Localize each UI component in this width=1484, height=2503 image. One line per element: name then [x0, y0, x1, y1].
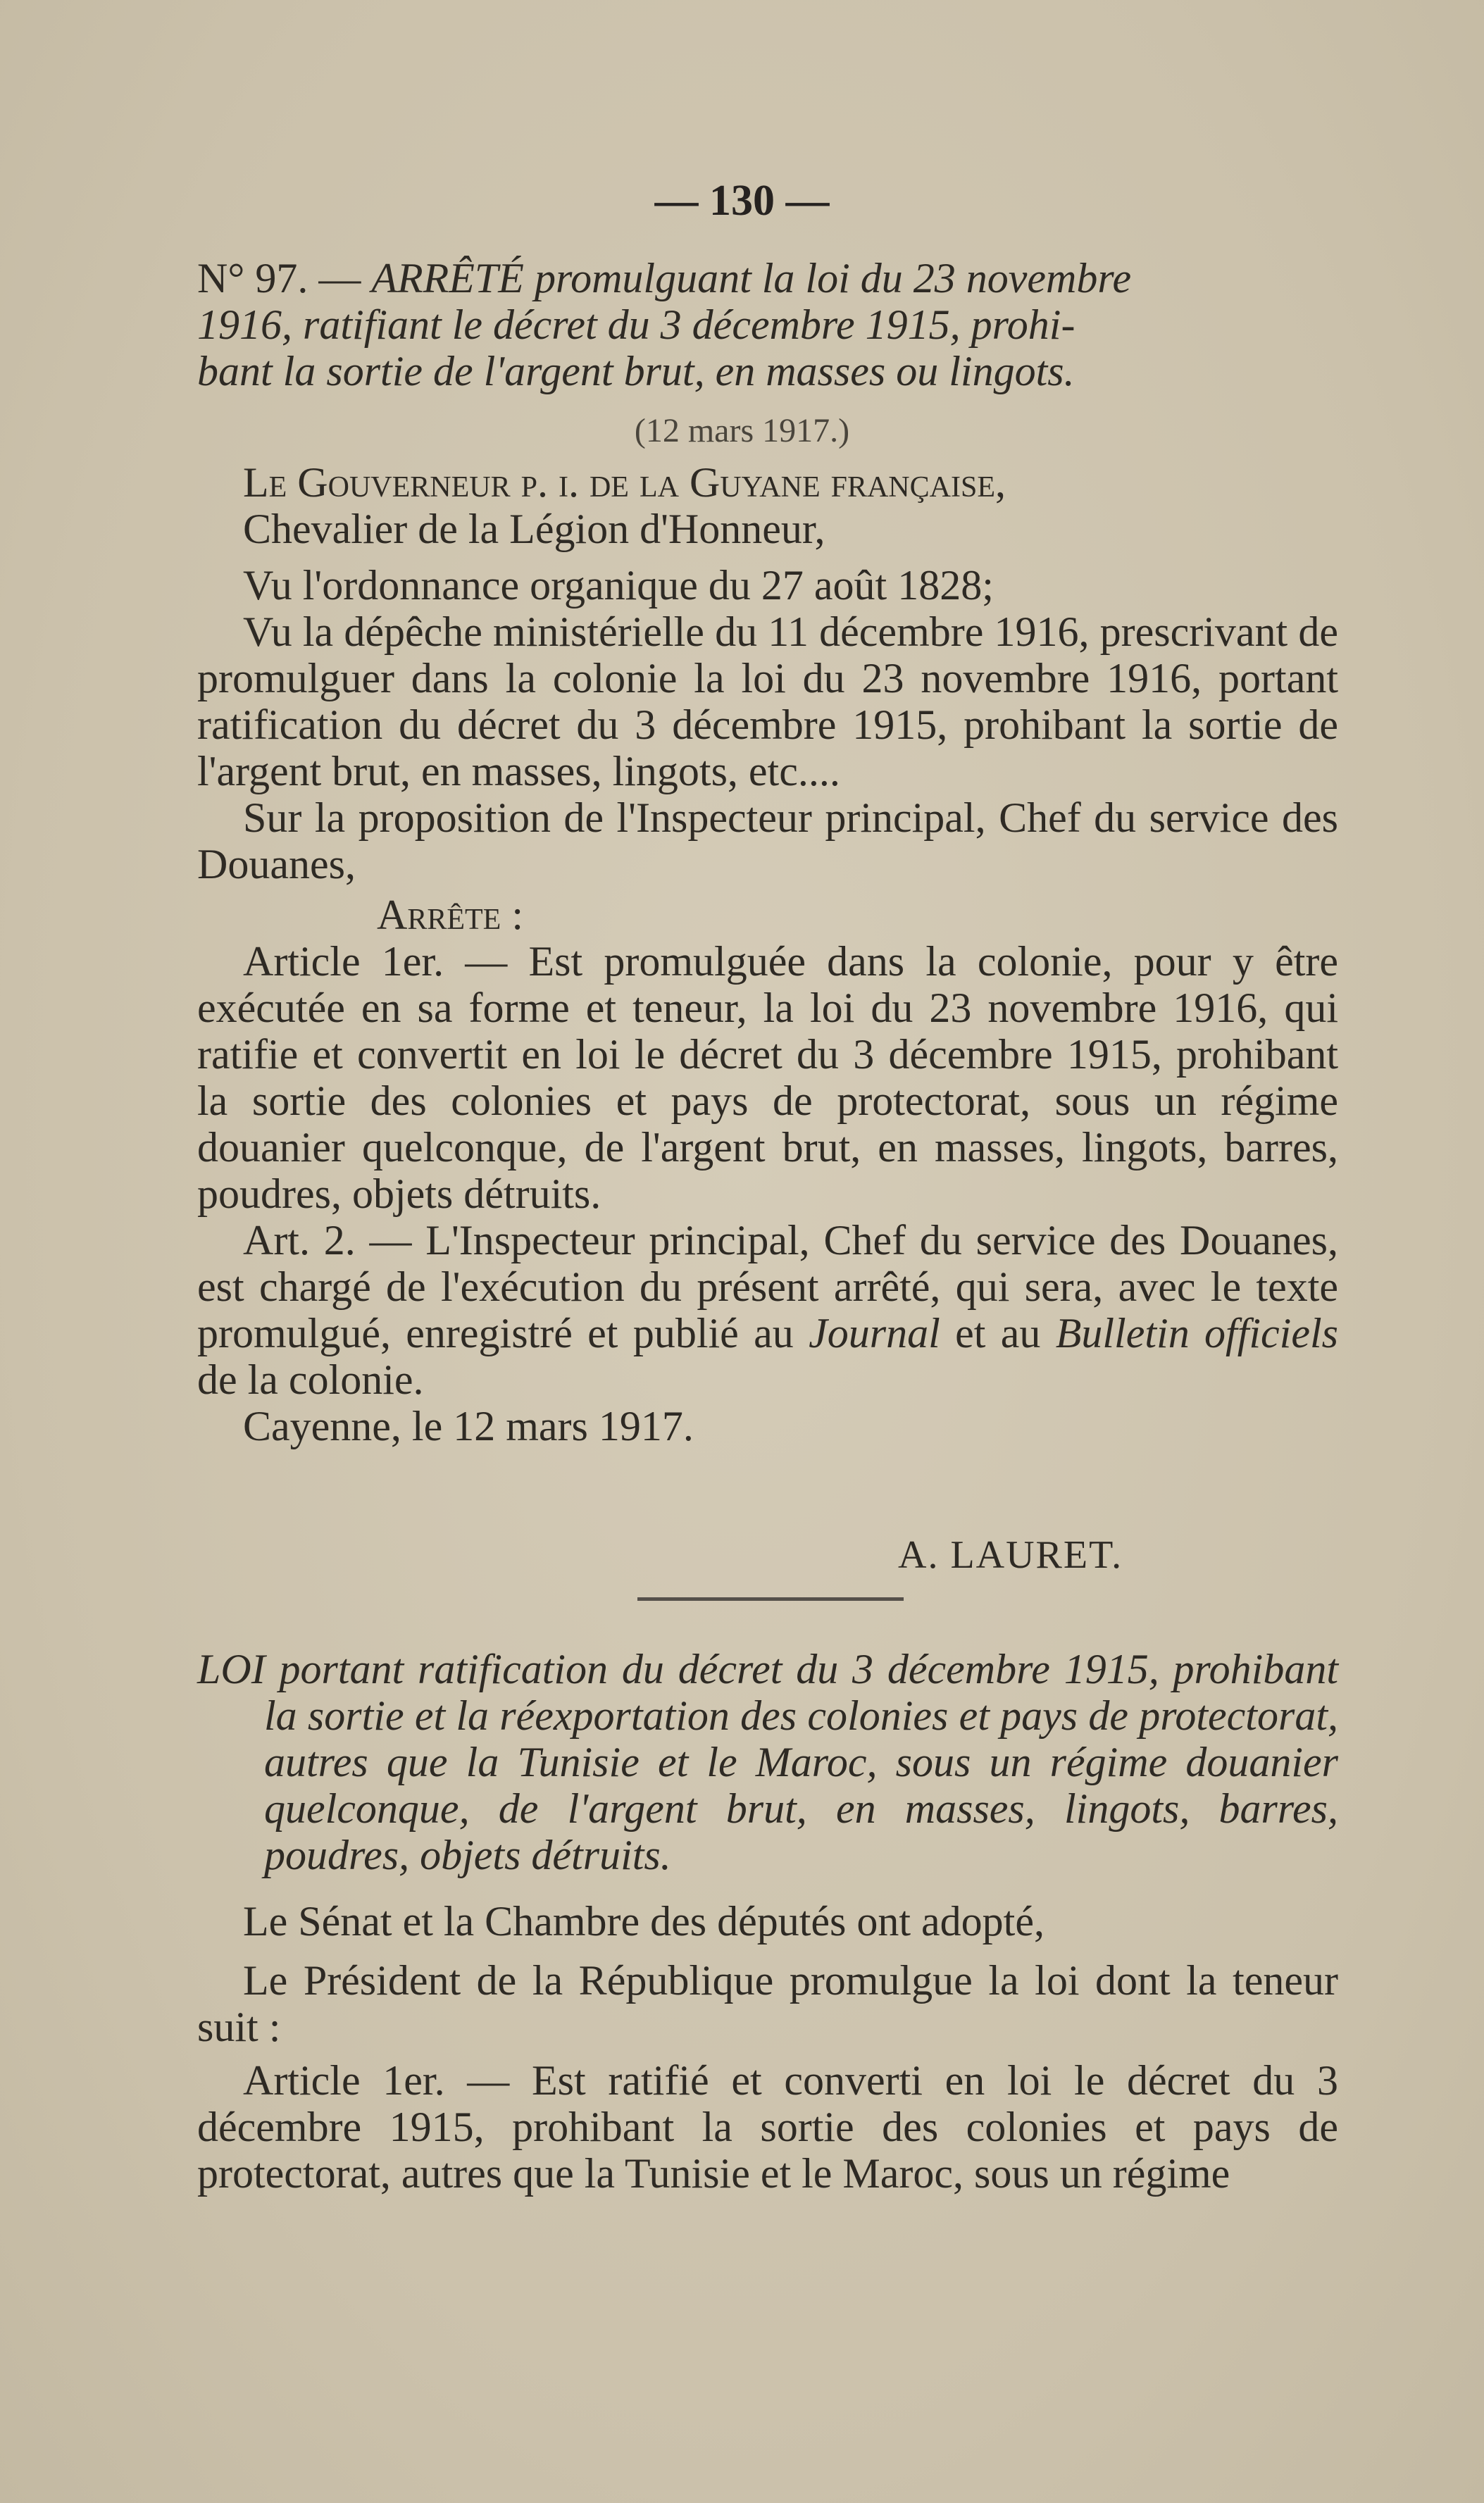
governor-line: Le Gouverneur p. i. de la Guyane française, — [243, 459, 1006, 506]
place-date: Cayenne, le 12 mars 1917. — [243, 1403, 694, 1449]
senat-line: Le Sénat et la Chambre des députés ont adopté, — [243, 1898, 1045, 1945]
arrete-title-line-1: ARRÊTÉ promulguant la loi du 23 novembre — [371, 255, 1132, 301]
arrete-heading — [197, 255, 1338, 394]
loi-title: LOI portant ratification du décret du 3 décembre 1915, prohibant la sortie et la réexportation des colonies et pays de protectorat, autres que la Tunisie et le Maroc, sous un régime douanier quelconque, de l'argent brut, en masses, lingots, barres, poudres, objets détruits. — [197, 1646, 1338, 1878]
arrete-title-line-2: 1916, ratifiant le décret du 3 décembre 1915, prohi- — [197, 301, 1075, 348]
arrete-label: Arrête : — [377, 892, 523, 938]
chevalier-line: Chevalier de la Légion d'Honneur, — [243, 506, 825, 552]
bulletin-word: Bulletin officiels — [1055, 1310, 1338, 1356]
article-2: Art. 2. — L'Inspecteur principal, Chef du service des Douanes, est chargé de l'exécution du présent arrêté, qui sera, avec le texte promulgué, enregistré et publié au Journal et au Bulletin officiels de la colonie. — [197, 1217, 1338, 1403]
president-line: Le Président de la République promulgue la loi dont la teneur suit : — [197, 1957, 1338, 2050]
loi-article-1: Article 1er. — Est ratifié et converti en loi le décret du 3 décembre 1915, prohibant la sortie des colonies et pays de protectorat, autres que la Tunisie et le Maroc, sous un régime — [197, 2057, 1338, 2197]
article-1: Article 1er. — Est promulguée dans la colonie, pour y être exécutée en sa forme et teneur, la loi du 23 novembre 1916, qui ratifie et convertit en loi le décret du 3 décembre 1915, prohibant la sortie des colonies et pays de protectorat, sous un régime douanier quelconque, de l'argent brut, en masses, lingots, barres, poudres, objets détruits. — [197, 938, 1338, 1217]
arrete-date: (12 mars 1917.) — [634, 412, 850, 449]
journal-word: Journal — [809, 1310, 940, 1356]
loi-section — [197, 1646, 1338, 2197]
arrete-body — [197, 459, 1338, 1449]
page-number: — 130 — — [654, 177, 830, 225]
separator-rule — [637, 1597, 904, 1601]
arrete-number: N° 97. — — [197, 255, 372, 301]
signature: A. LAURET. — [898, 1533, 1123, 1577]
arrete-title-line-3: bant la sortie de l'argent brut, en masses ou lingots. — [197, 348, 1075, 394]
vu-depeche: Vu la dépêche ministérielle du 11 décembre 1916, prescrivant de promulguer dans la colonie la loi du 23 novembre 1916, portant ratification du décret du 3 décembre 1915, prohibant la sortie de l'argent brut, en masses, lingots, etc.... — [197, 608, 1338, 794]
sur-proposition: Sur la proposition de l'Inspecteur principal, Chef du service des Douanes, — [197, 794, 1338, 887]
vu-ordonnance: Vu l'ordonnance organique du 27 août 1828; — [243, 562, 994, 608]
